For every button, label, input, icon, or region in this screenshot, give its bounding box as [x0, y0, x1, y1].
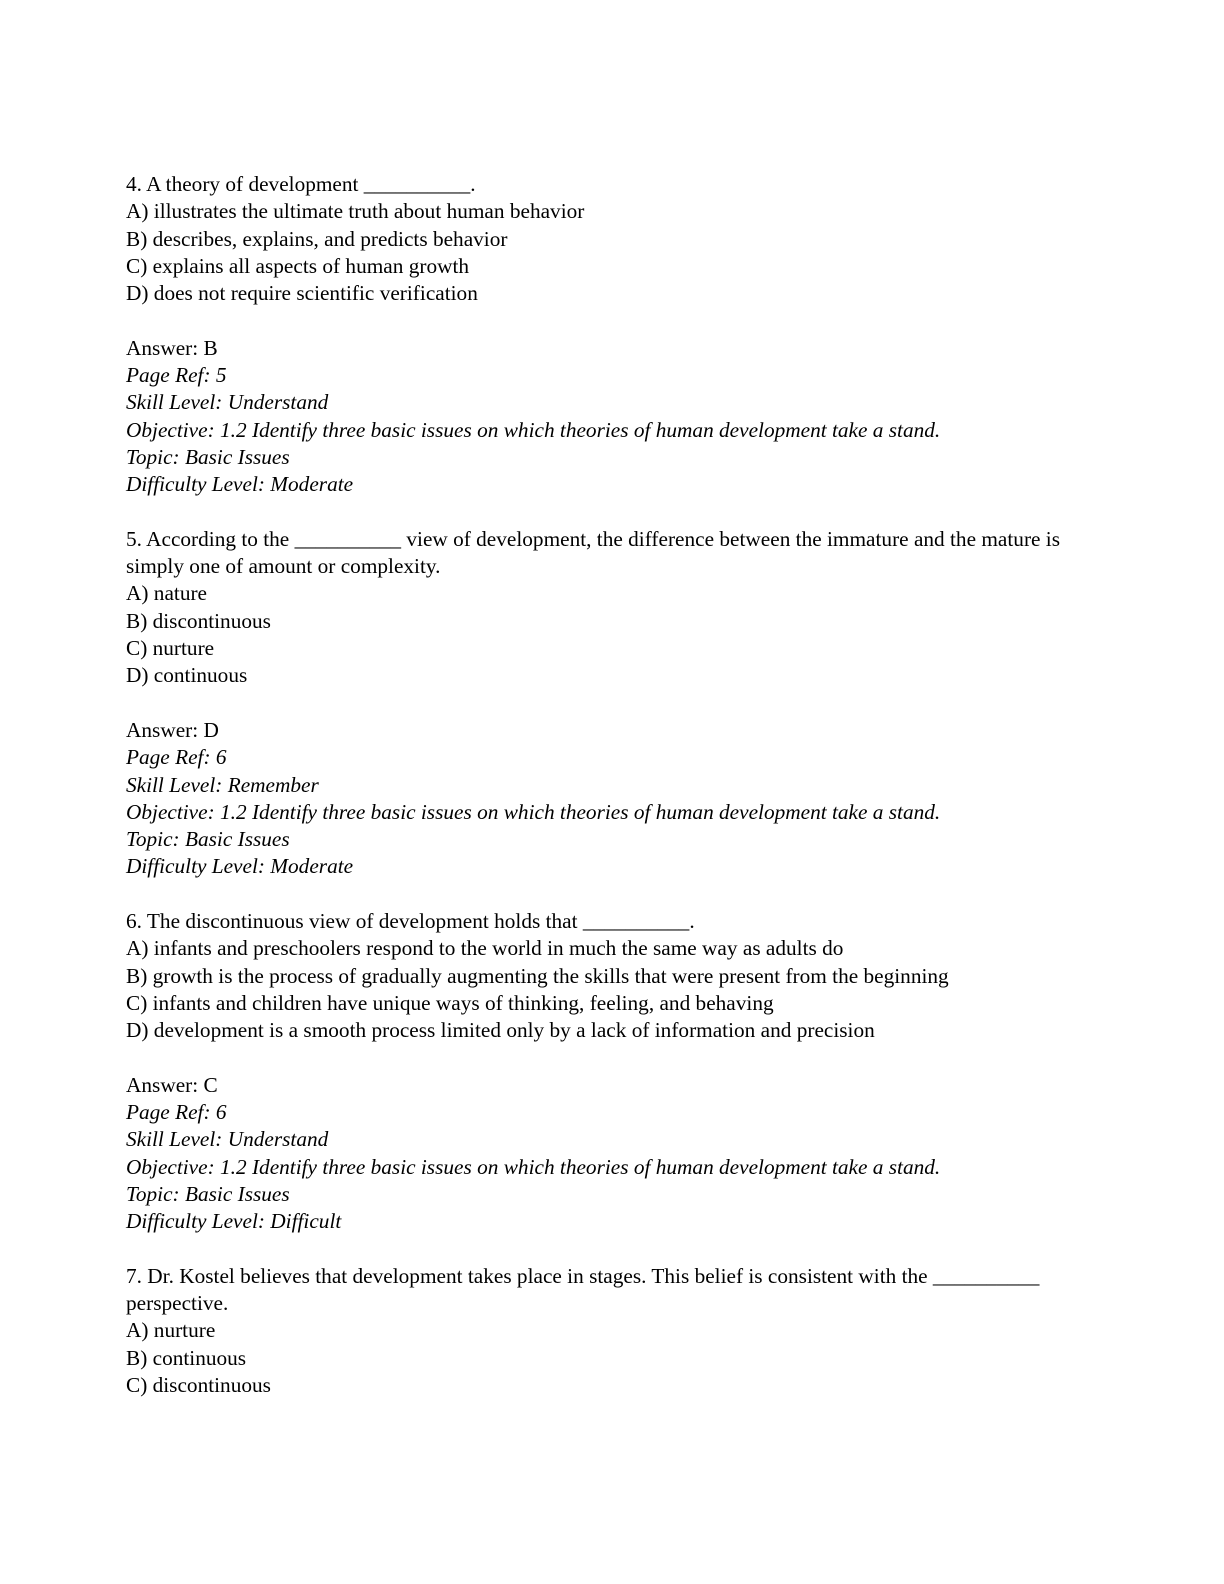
objective: Objective: 1.2 Identify three basic issues on which theories of human development take a stand.	[126, 799, 941, 824]
option-a: A) illustrates the ultimate truth about human behavior	[126, 199, 585, 224]
spacer	[126, 1236, 1096, 1263]
question-4	[126, 171, 1096, 499]
spacer	[126, 881, 1096, 908]
option-b: B) continuous	[126, 1345, 247, 1370]
topic: Topic: Basic Issues	[126, 444, 290, 469]
difficulty-level: Difficulty Level: Moderate	[126, 472, 354, 497]
option-b: B) describes, explains, and predicts behavior	[126, 226, 508, 251]
page-ref: Page Ref: 6	[126, 1100, 227, 1125]
skill-level: Skill Level: Remember	[126, 772, 319, 797]
answer: Answer: C	[126, 1072, 218, 1097]
option-d: D) continuous	[126, 663, 248, 688]
objective: Objective: 1.2 Identify three basic issues on which theories of human development take a stand.	[126, 417, 941, 442]
option-c: C) infants and children have unique ways of thinking, feeling, and behaving	[126, 990, 774, 1015]
page-ref: Page Ref: 6	[126, 745, 227, 770]
spacer	[126, 307, 1096, 334]
option-d: D) does not require scientific verification	[126, 281, 478, 306]
topic: Topic: Basic Issues	[126, 1181, 290, 1206]
question-stem: 5. According to the __________ view of development, the difference between the immature and the mature is simply one of amount or complexity.	[126, 526, 1061, 579]
skill-level: Skill Level: Understand	[126, 1127, 329, 1152]
objective: Objective: 1.2 Identify three basic issues on which theories of human development take a stand.	[126, 1154, 941, 1179]
question-5	[126, 526, 1096, 881]
option-c: C) explains all aspects of human growth	[126, 253, 470, 278]
option-b: B) growth is the process of gradually augmenting the skills that were present from the beginning	[126, 963, 949, 988]
difficulty-level: Difficulty Level: Difficult	[126, 1209, 342, 1234]
topic: Topic: Basic Issues	[126, 827, 290, 852]
question-7	[126, 1263, 1096, 1399]
difficulty-level: Difficulty Level: Moderate	[126, 854, 354, 879]
question-stem: 7. Dr. Kostel believes that development takes place in stages. This belief is consistent with the __________ perspective.	[126, 1263, 1040, 1316]
option-c: C) nurture	[126, 636, 215, 661]
option-a: A) nurture	[126, 1318, 216, 1343]
page-ref: Page Ref: 5	[126, 363, 227, 388]
question-stem: 4. A theory of development __________.	[126, 172, 476, 196]
spacer	[126, 499, 1096, 526]
answer: Answer: D	[126, 717, 219, 742]
answer: Answer: B	[126, 335, 218, 360]
question-stem: 6. The discontinuous view of development holds that __________.	[126, 909, 695, 934]
option-a: A) nature	[126, 581, 208, 606]
spacer	[126, 690, 1096, 717]
option-a: A) infants and preschoolers respond to the world in much the same way as adults do	[126, 936, 844, 961]
spacer	[126, 1045, 1096, 1072]
option-c: C) discontinuous	[126, 1373, 271, 1398]
skill-level: Skill Level: Understand	[126, 390, 329, 415]
option-d: D) development is a smooth process limited only by a lack of information and precision	[126, 1018, 875, 1043]
question-6	[126, 908, 1096, 1236]
option-b: B) discontinuous	[126, 608, 271, 633]
document-page	[126, 171, 1096, 1399]
